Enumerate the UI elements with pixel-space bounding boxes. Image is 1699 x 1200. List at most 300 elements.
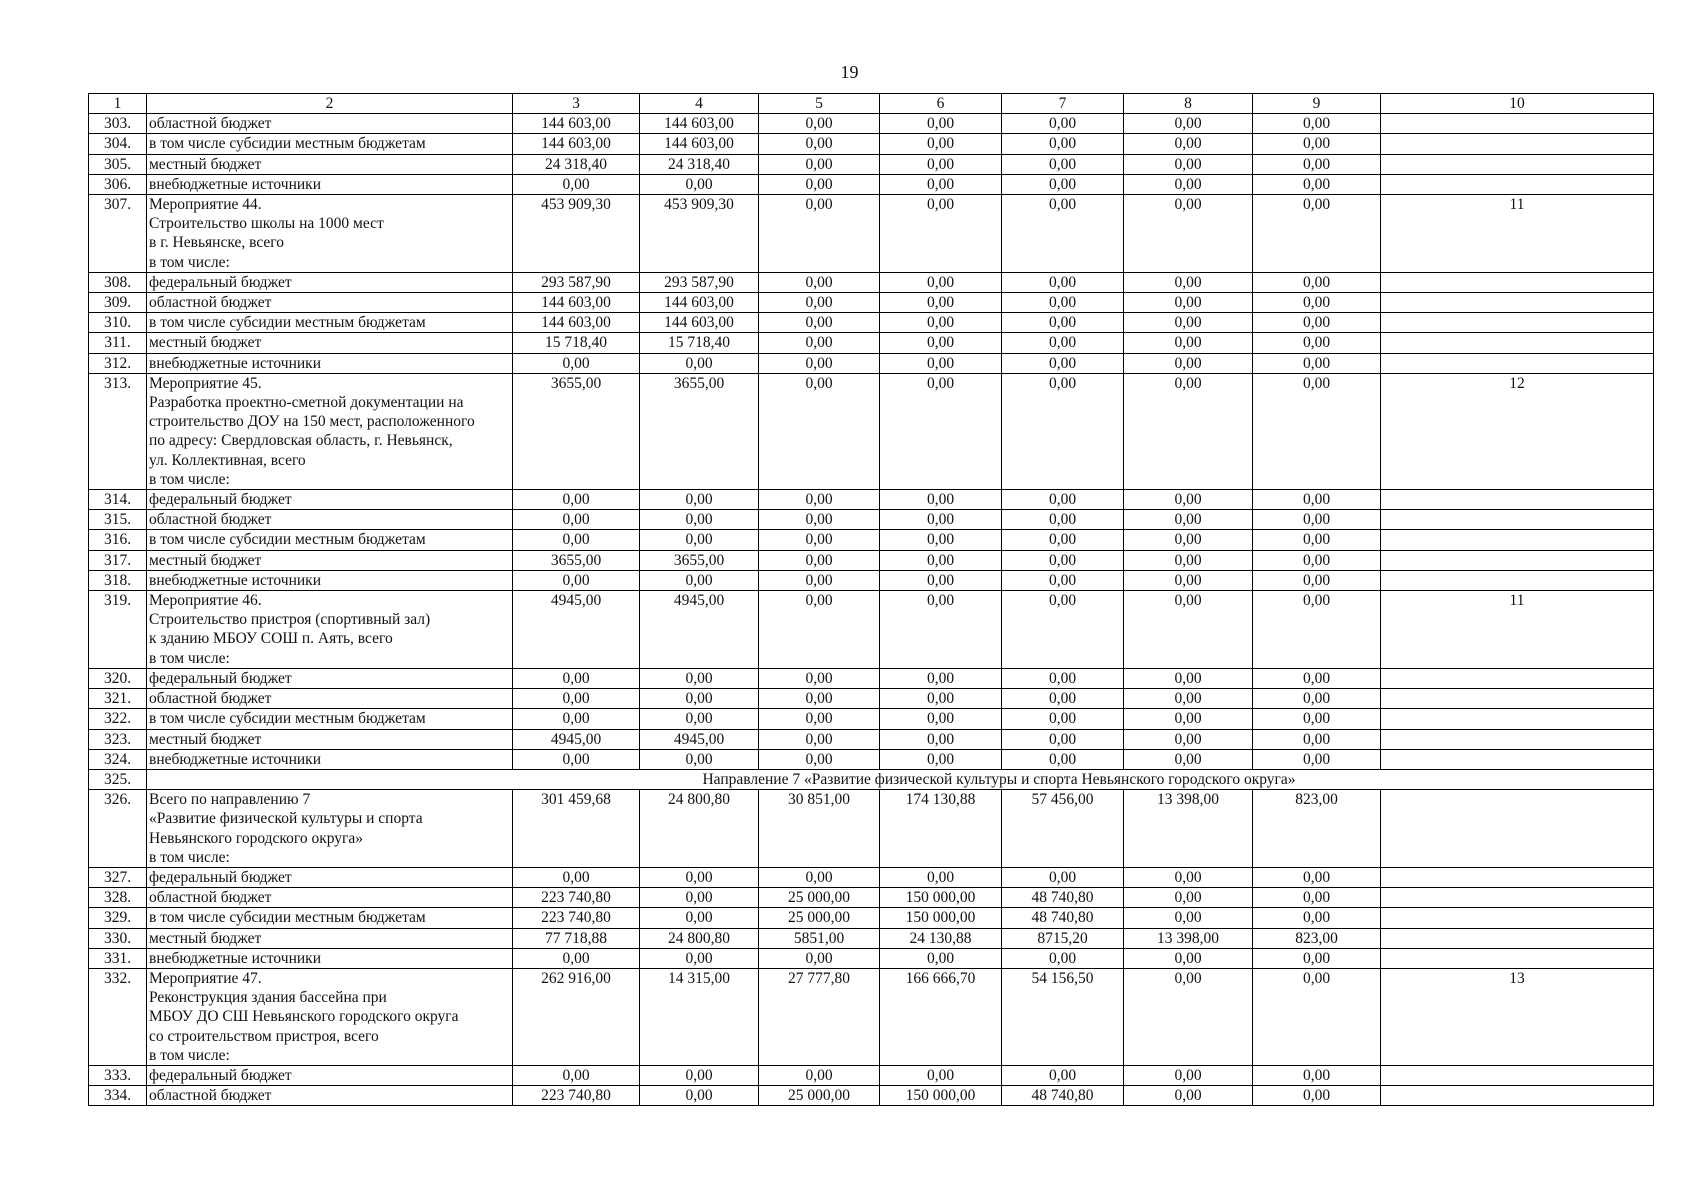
value-cell: 0,00 bbox=[1253, 591, 1381, 669]
value-cell: 0,00 bbox=[880, 729, 1002, 749]
target-indicator bbox=[1381, 749, 1654, 769]
value-cell: 0,00 bbox=[880, 709, 1002, 729]
value-cell: 0,00 bbox=[880, 195, 1002, 273]
row-name: внебюджетные источники bbox=[147, 353, 513, 373]
table-row bbox=[89, 729, 1654, 749]
value-cell: 0,00 bbox=[640, 948, 759, 968]
value-cell: 0,00 bbox=[1002, 668, 1124, 688]
row-name: местный бюджет bbox=[147, 333, 513, 353]
value-cell: 0,00 bbox=[759, 174, 880, 194]
value-cell: 166 666,70 bbox=[880, 968, 1002, 1065]
table-row bbox=[89, 888, 1654, 908]
value-cell: 0,00 bbox=[759, 134, 880, 154]
value-cell: 0,00 bbox=[1253, 968, 1381, 1065]
column-header: 2 bbox=[147, 94, 513, 114]
value-cell: 57 456,00 bbox=[1002, 790, 1124, 868]
table-row bbox=[89, 490, 1654, 510]
row-name: федеральный бюджет bbox=[147, 1065, 513, 1085]
table-body bbox=[89, 94, 1654, 1106]
row-number: 326. bbox=[89, 790, 147, 868]
row-name: Всего по направлению 7 «Развитие физической культуры и спорта Невьянского городского округа» в том числе: bbox=[147, 790, 513, 868]
target-indicator bbox=[1381, 530, 1654, 550]
value-cell: 0,00 bbox=[880, 570, 1002, 590]
value-cell: 0,00 bbox=[513, 353, 640, 373]
value-cell: 0,00 bbox=[1002, 867, 1124, 887]
table-row bbox=[89, 353, 1654, 373]
value-cell: 0,00 bbox=[1002, 272, 1124, 292]
target-indicator bbox=[1381, 709, 1654, 729]
table-row bbox=[89, 908, 1654, 928]
row-number: 321. bbox=[89, 689, 147, 709]
value-cell: 4945,00 bbox=[513, 729, 640, 749]
row-name: областной бюджет bbox=[147, 689, 513, 709]
column-header: 1 bbox=[89, 94, 147, 114]
value-cell: 0,00 bbox=[880, 1065, 1002, 1085]
value-cell: 0,00 bbox=[1253, 888, 1381, 908]
value-cell: 0,00 bbox=[1253, 550, 1381, 570]
value-cell: 0,00 bbox=[640, 1065, 759, 1085]
value-cell: 0,00 bbox=[759, 490, 880, 510]
value-cell: 0,00 bbox=[1253, 114, 1381, 134]
table-row bbox=[89, 114, 1654, 134]
value-cell: 0,00 bbox=[1124, 668, 1253, 688]
value-cell: 4945,00 bbox=[640, 591, 759, 669]
table-row bbox=[89, 968, 1654, 1065]
value-cell: 0,00 bbox=[880, 293, 1002, 313]
table-row bbox=[89, 570, 1654, 590]
value-cell: 0,00 bbox=[1002, 293, 1124, 313]
value-cell: 0,00 bbox=[640, 888, 759, 908]
value-cell: 0,00 bbox=[1124, 313, 1253, 333]
value-cell: 0,00 bbox=[759, 195, 880, 273]
value-cell: 0,00 bbox=[759, 353, 880, 373]
target-indicator bbox=[1381, 1086, 1654, 1106]
value-cell: 144 603,00 bbox=[640, 114, 759, 134]
row-name: в том числе субсидии местным бюджетам bbox=[147, 134, 513, 154]
value-cell: 0,00 bbox=[1002, 353, 1124, 373]
row-number: 310. bbox=[89, 313, 147, 333]
value-cell: 0,00 bbox=[640, 668, 759, 688]
value-cell: 0,00 bbox=[759, 114, 880, 134]
value-cell: 0,00 bbox=[1253, 510, 1381, 530]
value-cell: 144 603,00 bbox=[513, 293, 640, 313]
value-cell: 0,00 bbox=[1124, 948, 1253, 968]
value-cell: 823,00 bbox=[1253, 928, 1381, 948]
value-cell: 0,00 bbox=[1124, 1086, 1253, 1106]
value-cell: 4945,00 bbox=[513, 591, 640, 669]
table-row bbox=[89, 689, 1654, 709]
row-number: 312. bbox=[89, 353, 147, 373]
budget-table bbox=[88, 93, 1654, 1106]
value-cell: 0,00 bbox=[759, 1065, 880, 1085]
value-cell: 0,00 bbox=[1124, 373, 1253, 489]
value-cell: 0,00 bbox=[759, 591, 880, 669]
row-number: 334. bbox=[89, 1086, 147, 1106]
value-cell: 0,00 bbox=[1002, 570, 1124, 590]
header-row bbox=[89, 94, 1654, 114]
value-cell: 0,00 bbox=[1002, 490, 1124, 510]
column-header: 3 bbox=[513, 94, 640, 114]
value-cell: 0,00 bbox=[640, 1086, 759, 1106]
table-row bbox=[89, 928, 1654, 948]
value-cell: 0,00 bbox=[1002, 709, 1124, 729]
column-header: 10 bbox=[1381, 94, 1654, 114]
value-cell: 0,00 bbox=[513, 668, 640, 688]
value-cell: 0,00 bbox=[640, 908, 759, 928]
value-cell: 0,00 bbox=[759, 689, 880, 709]
value-cell: 0,00 bbox=[759, 154, 880, 174]
value-cell: 0,00 bbox=[759, 749, 880, 769]
row-name: Мероприятие 44. Строительство школы на 1000 мест в г. Невьянске, всего в том числе: bbox=[147, 195, 513, 273]
value-cell: 0,00 bbox=[1124, 1065, 1253, 1085]
value-cell: 0,00 bbox=[640, 530, 759, 550]
value-cell: 0,00 bbox=[513, 174, 640, 194]
value-cell: 0,00 bbox=[759, 293, 880, 313]
table-row bbox=[89, 134, 1654, 154]
table-row bbox=[89, 333, 1654, 353]
value-cell: 0,00 bbox=[759, 668, 880, 688]
table-row bbox=[89, 510, 1654, 530]
target-indicator bbox=[1381, 888, 1654, 908]
value-cell: 0,00 bbox=[1002, 591, 1124, 669]
value-cell: 823,00 bbox=[1253, 790, 1381, 868]
value-cell: 24 318,40 bbox=[513, 154, 640, 174]
target-indicator bbox=[1381, 570, 1654, 590]
value-cell: 0,00 bbox=[1253, 373, 1381, 489]
value-cell: 0,00 bbox=[1002, 1065, 1124, 1085]
value-cell: 0,00 bbox=[759, 570, 880, 590]
row-name: федеральный бюджет bbox=[147, 867, 513, 887]
table-row bbox=[89, 530, 1654, 550]
value-cell: 13 398,00 bbox=[1124, 928, 1253, 948]
value-cell: 0,00 bbox=[1002, 749, 1124, 769]
value-cell: 0,00 bbox=[640, 490, 759, 510]
value-cell: 0,00 bbox=[880, 174, 1002, 194]
value-cell: 0,00 bbox=[1124, 490, 1253, 510]
table-row bbox=[89, 174, 1654, 194]
target-indicator bbox=[1381, 668, 1654, 688]
value-cell: 0,00 bbox=[513, 867, 640, 887]
value-cell: 24 130,88 bbox=[880, 928, 1002, 948]
table-row bbox=[89, 867, 1654, 887]
value-cell: 0,00 bbox=[513, 749, 640, 769]
row-name: в том числе субсидии местным бюджетам bbox=[147, 313, 513, 333]
row-name: внебюджетные источники bbox=[147, 749, 513, 769]
value-cell: 150 000,00 bbox=[880, 1086, 1002, 1106]
target-indicator bbox=[1381, 114, 1654, 134]
value-cell: 0,00 bbox=[513, 510, 640, 530]
target-indicator bbox=[1381, 174, 1654, 194]
value-cell: 0,00 bbox=[1253, 948, 1381, 968]
table-row bbox=[89, 272, 1654, 292]
value-cell: 25 000,00 bbox=[759, 888, 880, 908]
row-number: 320. bbox=[89, 668, 147, 688]
value-cell: 0,00 bbox=[880, 510, 1002, 530]
value-cell: 8715,20 bbox=[1002, 928, 1124, 948]
value-cell: 48 740,80 bbox=[1002, 888, 1124, 908]
table-row bbox=[89, 709, 1654, 729]
value-cell: 0,00 bbox=[640, 867, 759, 887]
row-number: 327. bbox=[89, 867, 147, 887]
row-name: областной бюджет bbox=[147, 1086, 513, 1106]
table-row bbox=[89, 373, 1654, 489]
value-cell: 0,00 bbox=[1002, 373, 1124, 489]
row-number: 325. bbox=[89, 769, 147, 789]
column-header: 9 bbox=[1253, 94, 1381, 114]
row-number: 315. bbox=[89, 510, 147, 530]
row-number: 333. bbox=[89, 1065, 147, 1085]
table-row bbox=[89, 293, 1654, 313]
value-cell: 0,00 bbox=[1253, 353, 1381, 373]
target-indicator bbox=[1381, 333, 1654, 353]
value-cell: 0,00 bbox=[1002, 530, 1124, 550]
value-cell: 0,00 bbox=[1253, 333, 1381, 353]
value-cell: 262 916,00 bbox=[513, 968, 640, 1065]
value-cell: 0,00 bbox=[759, 867, 880, 887]
value-cell: 0,00 bbox=[640, 570, 759, 590]
value-cell: 0,00 bbox=[1002, 550, 1124, 570]
value-cell: 0,00 bbox=[759, 272, 880, 292]
row-number: 324. bbox=[89, 749, 147, 769]
value-cell: 24 318,40 bbox=[640, 154, 759, 174]
value-cell: 0,00 bbox=[1124, 729, 1253, 749]
row-number: 323. bbox=[89, 729, 147, 749]
value-cell: 54 156,50 bbox=[1002, 968, 1124, 1065]
target-indicator bbox=[1381, 134, 1654, 154]
row-number: 309. bbox=[89, 293, 147, 313]
value-cell: 0,00 bbox=[1124, 174, 1253, 194]
row-number: 313. bbox=[89, 373, 147, 489]
value-cell: 0,00 bbox=[880, 114, 1002, 134]
value-cell: 48 740,80 bbox=[1002, 1086, 1124, 1106]
value-cell: 0,00 bbox=[880, 353, 1002, 373]
target-indicator bbox=[1381, 1065, 1654, 1085]
value-cell: 0,00 bbox=[759, 510, 880, 530]
row-name: в том числе субсидии местным бюджетам bbox=[147, 908, 513, 928]
target-indicator bbox=[1381, 510, 1654, 530]
value-cell: 301 459,68 bbox=[513, 790, 640, 868]
value-cell: 0,00 bbox=[513, 530, 640, 550]
value-cell: 0,00 bbox=[1253, 668, 1381, 688]
row-name: внебюджетные источники bbox=[147, 174, 513, 194]
value-cell: 0,00 bbox=[1002, 510, 1124, 530]
column-header: 4 bbox=[640, 94, 759, 114]
value-cell: 0,00 bbox=[880, 333, 1002, 353]
value-cell: 25 000,00 bbox=[759, 908, 880, 928]
row-name: в том числе субсидии местным бюджетам bbox=[147, 709, 513, 729]
target-indicator bbox=[1381, 928, 1654, 948]
value-cell: 144 603,00 bbox=[640, 134, 759, 154]
target-indicator bbox=[1381, 293, 1654, 313]
value-cell: 0,00 bbox=[759, 729, 880, 749]
value-cell: 15 718,40 bbox=[513, 333, 640, 353]
value-cell: 144 603,00 bbox=[640, 313, 759, 333]
value-cell: 0,00 bbox=[1002, 195, 1124, 273]
value-cell: 0,00 bbox=[640, 749, 759, 769]
row-number: 311. bbox=[89, 333, 147, 353]
row-number: 318. bbox=[89, 570, 147, 590]
value-cell: 0,00 bbox=[1253, 490, 1381, 510]
target-indicator bbox=[1381, 490, 1654, 510]
value-cell: 293 587,90 bbox=[640, 272, 759, 292]
target-indicator bbox=[1381, 550, 1654, 570]
value-cell: 0,00 bbox=[880, 490, 1002, 510]
column-header: 6 bbox=[880, 94, 1002, 114]
value-cell: 0,00 bbox=[1124, 293, 1253, 313]
value-cell: 453 909,30 bbox=[513, 195, 640, 273]
target-indicator: 13 bbox=[1381, 968, 1654, 1065]
table-row bbox=[89, 948, 1654, 968]
value-cell: 0,00 bbox=[640, 353, 759, 373]
target-indicator bbox=[1381, 867, 1654, 887]
value-cell: 0,00 bbox=[1124, 353, 1253, 373]
value-cell: 0,00 bbox=[513, 570, 640, 590]
value-cell: 0,00 bbox=[1124, 134, 1253, 154]
column-header: 5 bbox=[759, 94, 880, 114]
value-cell: 3655,00 bbox=[513, 550, 640, 570]
value-cell: 0,00 bbox=[759, 373, 880, 489]
value-cell: 0,00 bbox=[880, 530, 1002, 550]
value-cell: 0,00 bbox=[513, 689, 640, 709]
row-number: 304. bbox=[89, 134, 147, 154]
value-cell: 0,00 bbox=[1253, 570, 1381, 590]
row-number: 331. bbox=[89, 948, 147, 968]
row-name: областной бюджет bbox=[147, 888, 513, 908]
row-name: федеральный бюджет bbox=[147, 668, 513, 688]
target-indicator bbox=[1381, 689, 1654, 709]
row-name: местный бюджет bbox=[147, 928, 513, 948]
value-cell: 0,00 bbox=[880, 272, 1002, 292]
value-cell: 77 718,88 bbox=[513, 928, 640, 948]
value-cell: 0,00 bbox=[513, 1065, 640, 1085]
value-cell: 0,00 bbox=[1124, 908, 1253, 928]
row-number: 317. bbox=[89, 550, 147, 570]
value-cell: 0,00 bbox=[1253, 689, 1381, 709]
value-cell: 0,00 bbox=[759, 948, 880, 968]
value-cell: 0,00 bbox=[1124, 333, 1253, 353]
value-cell: 0,00 bbox=[1124, 154, 1253, 174]
value-cell: 13 398,00 bbox=[1124, 790, 1253, 868]
row-name: внебюджетные источники bbox=[147, 570, 513, 590]
direction-row bbox=[89, 769, 1654, 789]
value-cell: 0,00 bbox=[880, 668, 1002, 688]
row-name: федеральный бюджет bbox=[147, 272, 513, 292]
table-row bbox=[89, 1065, 1654, 1085]
value-cell: 0,00 bbox=[1124, 195, 1253, 273]
value-cell: 0,00 bbox=[1124, 570, 1253, 590]
row-name: областной бюджет bbox=[147, 114, 513, 134]
row-name: федеральный бюджет bbox=[147, 490, 513, 510]
row-number: 322. bbox=[89, 709, 147, 729]
value-cell: 0,00 bbox=[513, 948, 640, 968]
table-row bbox=[89, 1086, 1654, 1106]
value-cell: 25 000,00 bbox=[759, 1086, 880, 1106]
row-number: 329. bbox=[89, 908, 147, 928]
value-cell: 0,00 bbox=[759, 313, 880, 333]
row-name: областной бюджет bbox=[147, 510, 513, 530]
row-number: 328. bbox=[89, 888, 147, 908]
value-cell: 0,00 bbox=[1253, 195, 1381, 273]
value-cell: 150 000,00 bbox=[880, 888, 1002, 908]
value-cell: 0,00 bbox=[880, 689, 1002, 709]
target-indicator: 11 bbox=[1381, 591, 1654, 669]
page-number: 19 bbox=[840, 62, 859, 82]
value-cell: 0,00 bbox=[640, 174, 759, 194]
target-indicator bbox=[1381, 729, 1654, 749]
value-cell: 0,00 bbox=[1002, 154, 1124, 174]
value-cell: 0,00 bbox=[759, 550, 880, 570]
value-cell: 0,00 bbox=[759, 333, 880, 353]
value-cell: 0,00 bbox=[1253, 313, 1381, 333]
value-cell: 0,00 bbox=[1253, 709, 1381, 729]
row-number: 319. bbox=[89, 591, 147, 669]
row-number: 303. bbox=[89, 114, 147, 134]
value-cell: 5851,00 bbox=[759, 928, 880, 948]
row-name: областной бюджет bbox=[147, 293, 513, 313]
value-cell: 0,00 bbox=[1002, 313, 1124, 333]
value-cell: 0,00 bbox=[1253, 174, 1381, 194]
value-cell: 0,00 bbox=[1253, 530, 1381, 550]
value-cell: 15 718,40 bbox=[640, 333, 759, 353]
value-cell: 0,00 bbox=[1124, 888, 1253, 908]
target-indicator: 12 bbox=[1381, 373, 1654, 489]
value-cell: 0,00 bbox=[640, 689, 759, 709]
value-cell: 0,00 bbox=[1124, 591, 1253, 669]
row-number: 314. bbox=[89, 490, 147, 510]
value-cell: 0,00 bbox=[1002, 114, 1124, 134]
value-cell: 0,00 bbox=[880, 749, 1002, 769]
value-cell: 0,00 bbox=[1253, 1086, 1381, 1106]
value-cell: 0,00 bbox=[1124, 272, 1253, 292]
value-cell: 0,00 bbox=[1002, 134, 1124, 154]
column-header: 8 bbox=[1124, 94, 1253, 114]
value-cell: 0,00 bbox=[1124, 530, 1253, 550]
target-indicator: 11 bbox=[1381, 195, 1654, 273]
row-name: внебюджетные источники bbox=[147, 948, 513, 968]
row-number: 330. bbox=[89, 928, 147, 948]
value-cell: 0,00 bbox=[1124, 510, 1253, 530]
row-number: 307. bbox=[89, 195, 147, 273]
value-cell: 0,00 bbox=[759, 530, 880, 550]
value-cell: 0,00 bbox=[880, 154, 1002, 174]
column-header: 7 bbox=[1002, 94, 1124, 114]
value-cell: 0,00 bbox=[880, 948, 1002, 968]
row-name: местный бюджет bbox=[147, 550, 513, 570]
value-cell: 48 740,80 bbox=[1002, 908, 1124, 928]
target-indicator bbox=[1381, 353, 1654, 373]
value-cell: 3655,00 bbox=[513, 373, 640, 489]
value-cell: 0,00 bbox=[1253, 1065, 1381, 1085]
value-cell: 453 909,30 bbox=[640, 195, 759, 273]
value-cell: 0,00 bbox=[640, 510, 759, 530]
value-cell: 0,00 bbox=[513, 709, 640, 729]
value-cell: 0,00 bbox=[1124, 709, 1253, 729]
value-cell: 144 603,00 bbox=[513, 313, 640, 333]
value-cell: 14 315,00 bbox=[640, 968, 759, 1065]
value-cell: 150 000,00 bbox=[880, 908, 1002, 928]
target-indicator bbox=[1381, 790, 1654, 868]
row-number: 332. bbox=[89, 968, 147, 1065]
target-indicator bbox=[1381, 948, 1654, 968]
value-cell: 24 800,80 bbox=[640, 790, 759, 868]
value-cell: 223 740,80 bbox=[513, 1086, 640, 1106]
table-row bbox=[89, 790, 1654, 868]
table-row bbox=[89, 313, 1654, 333]
value-cell: 174 130,88 bbox=[880, 790, 1002, 868]
value-cell: 0,00 bbox=[1002, 948, 1124, 968]
target-indicator bbox=[1381, 272, 1654, 292]
row-number: 316. bbox=[89, 530, 147, 550]
